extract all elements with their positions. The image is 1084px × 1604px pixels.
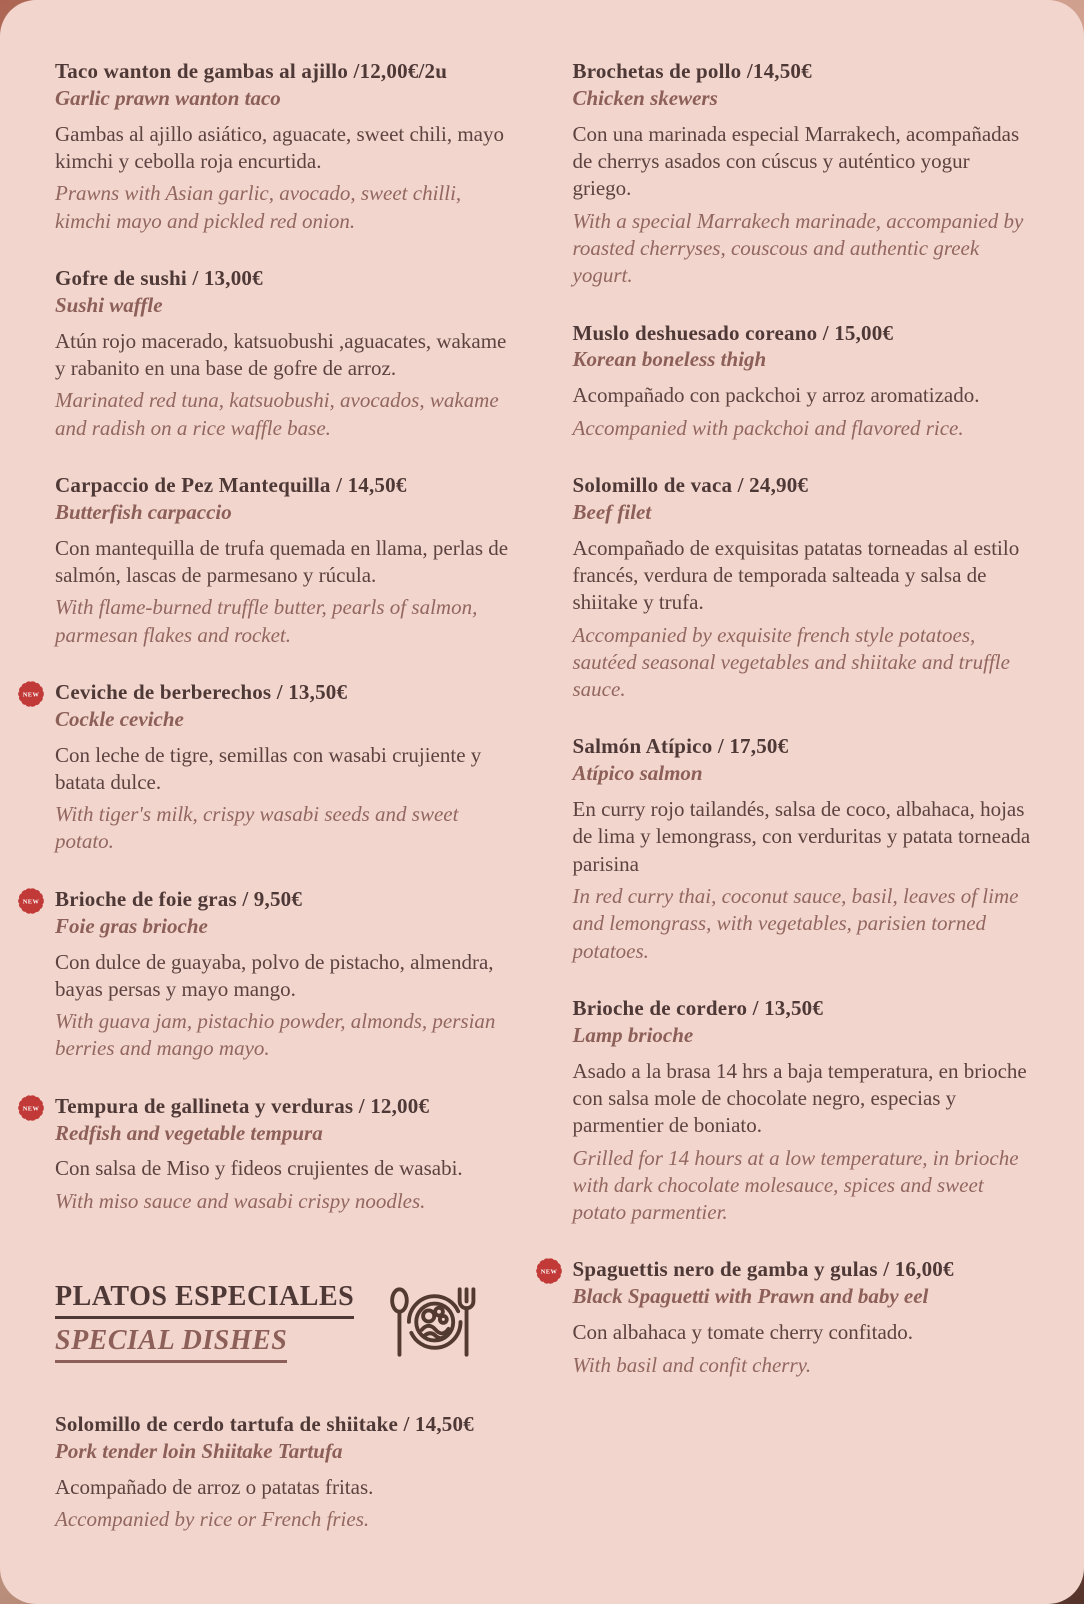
- menu-item: [573, 58, 1033, 290]
- item-name-english: Beef filet: [572, 499, 652, 524]
- menu-item: [573, 472, 1033, 704]
- item-description-spanish: Atún rojo macerado, katsuobushi ,aguacates, wakame y rabanito en una base de gofre de arroz.: [55, 328, 507, 380]
- item-description-spanish: En curry rojo tailandés, salsa de coco, albahaca, hojas de lima y lemongrass, con verduritas y patata torneada parisina: [572, 797, 1031, 876]
- item-name: Gofre de sushi / 13,00€: [55, 265, 263, 290]
- menu-item: [573, 995, 1033, 1227]
- item-name: Spaguettis nero de gamba y gulas / 16,00€: [572, 1257, 954, 1282]
- left-column: [22, 58, 515, 1563]
- item-description-spanish: Gambas al ajillo asiático, aguacate, sweet chili, mayo kimchi y cebolla roja encurtida.: [55, 121, 504, 174]
- item-description-spanish: Con una marinada especial Marrakech, acompañadas de cherrys asados con cúscus y auténtico yogur griego.: [572, 121, 1020, 201]
- item-name-english: Pork tender loin Shiitake Tartufa: [55, 1438, 343, 1463]
- menu-item: [55, 58, 515, 235]
- item-name-english: Sushi waffle: [55, 292, 163, 317]
- item-description-english: Accompanied with packchoi and flavored rice.: [572, 415, 964, 440]
- item-name-english: Cockle ceviche: [55, 706, 184, 731]
- right-column: [540, 58, 1033, 1563]
- item-description-spanish: Acompañado de exquisitas patatas torneadas al estilo francés, verdura de temporada salteada y salsa de shiitake y trufa.: [572, 535, 1020, 615]
- item-name: Solomillo de vaca / 24,90€: [572, 472, 809, 497]
- item-name: Muslo deshuesado coreano / 15,00€: [572, 320, 894, 345]
- new-badge-label: NEW: [22, 898, 40, 906]
- item-description-english: With guava jam, pistachio powder, almonds, persian berries and mango mayo.: [55, 1009, 496, 1061]
- new-badge: [15, 1092, 47, 1124]
- item-name-english: Garlic prawn wanton taco: [55, 85, 281, 110]
- item-description-english: With basil and confit cherry.: [572, 1352, 812, 1377]
- new-badge-label: NEW: [22, 1105, 40, 1113]
- item-name-english: Atípico salmon: [572, 761, 703, 786]
- menu-item: [22, 886, 515, 1063]
- special-dishes-title-en: SPECIAL DISHES: [55, 1325, 287, 1363]
- special-dishes-title-es: PLATOS ESPECIALES: [55, 1281, 354, 1319]
- menu-item: [22, 1093, 515, 1215]
- item-name-english: Foie gras brioche: [55, 913, 208, 938]
- item-description-english: Accompanied by rice or French fries.: [55, 1507, 370, 1532]
- menu-item: [55, 265, 515, 442]
- special-dishes-header: [55, 1277, 515, 1367]
- item-name-english: Chicken skewers: [572, 85, 718, 110]
- special-item-list: [55, 1411, 515, 1533]
- new-badge: [15, 885, 47, 917]
- item-description-spanish: Con leche de tigre, semillas con wasabi crujiente y batata dulce.: [55, 742, 482, 794]
- item-description-english: With tiger's milk, crispy wasabi seeds and sweet potato.: [55, 802, 459, 854]
- item-name: Brioche de cordero / 13,50€: [572, 995, 824, 1020]
- new-badge: [533, 1255, 565, 1287]
- item-name-english: Butterfish carpaccio: [55, 499, 232, 524]
- item-description-english: With a special Marrakech marinade, accompanied by roasted cherryses, couscous and authentic greek yogurt.: [572, 208, 1024, 288]
- menu-item-list: [540, 58, 1033, 1379]
- item-name: Solomillo de cerdo tartufa de shiitake / 14,50€: [55, 1412, 474, 1437]
- menu-item: [540, 1256, 1033, 1378]
- item-name-english: Redfish and vegetable tempura: [55, 1120, 323, 1145]
- new-badge-label: NEW: [22, 691, 40, 699]
- item-description-english: Marinated red tuna, katsuobushi, avocados, wakame and radish on a rice waffle base.: [55, 388, 499, 440]
- menu-item-list: [22, 58, 515, 1215]
- item-name-english: Lamp brioche: [572, 1022, 694, 1047]
- item-name: Brioche de foie gras / 9,50€: [55, 886, 303, 911]
- item-name: Tempura de gallineta y verduras / 12,00€: [55, 1093, 430, 1118]
- item-description-english: With miso sauce and wasabi crispy noodles.: [55, 1188, 426, 1213]
- item-description-english: Grilled for 14 hours at a low temperature, in brioche with dark chocolate molesauce, spices and sweet potato parmentier.: [572, 1145, 1019, 1225]
- item-name: Brochetas de pollo /14,50€: [572, 59, 812, 83]
- new-badge: [15, 678, 47, 710]
- item-description-spanish: Con mantequilla de trufa quemada en llama, perlas de salmón, lascas de parmesano y rúcula.: [55, 535, 509, 587]
- item-name: Carpaccio de Pez Mantequilla / 14,50€: [55, 472, 407, 497]
- plate-cutlery-icon: [390, 1277, 476, 1367]
- item-description-spanish: Asado a la brasa 14 hrs a baja temperatura, en brioche con salsa mole de chocolate negro, especias y parmentier de boniato.: [572, 1058, 1027, 1138]
- item-description-spanish: Con albahaca y tomate cherry confitado.: [572, 1320, 914, 1345]
- item-description-english: Prawns with Asian garlic, avocado, sweet chilli, kimchi mayo and pickled red onion.: [55, 181, 462, 233]
- item-description-spanish: Con salsa de Miso y fideos crujientes de wasabi.: [55, 1156, 463, 1181]
- item-name: Ceviche de berberechos / 13,50€: [55, 679, 348, 704]
- item-description-spanish: Acompañado de arroz o patatas fritas.: [55, 1474, 374, 1499]
- item-name-english: Korean boneless thigh: [572, 347, 767, 372]
- item-name: Taco wanton de gambas al ajillo /12,00€/2u: [55, 59, 448, 83]
- item-description-english: Accompanied by exquisite french style potatoes, sautéed seasonal vegetables and shiitake and truffle sauce.: [572, 622, 1010, 702]
- menu-item: [22, 679, 515, 856]
- new-badge-label: NEW: [540, 1268, 557, 1276]
- item-description-english: With flame-burned truffle butter, pearls of salmon, parmesan flakes and rocket.: [55, 595, 478, 647]
- menu-item: [573, 320, 1033, 442]
- menu-item: [55, 472, 515, 649]
- menu-item: [573, 733, 1033, 965]
- item-description-spanish: Con dulce de guayaba, polvo de pistacho, almendra, bayas persas y mayo mango.: [55, 949, 494, 1001]
- item-description-english: In red curry thai, coconut sauce, basil, leaves of lime and lemongrass, with vegetables, parisien torned potatoes.: [572, 884, 1019, 963]
- item-description-spanish: Acompañado con packchoi y arroz aromatizado.: [572, 383, 980, 408]
- item-name-english: Black Spaguetti with Prawn and baby eel: [572, 1284, 929, 1309]
- item-name: Salmón Atípico / 17,50€: [572, 734, 789, 759]
- menu-item: [55, 1411, 515, 1533]
- special-dishes-titles: [55, 1281, 354, 1363]
